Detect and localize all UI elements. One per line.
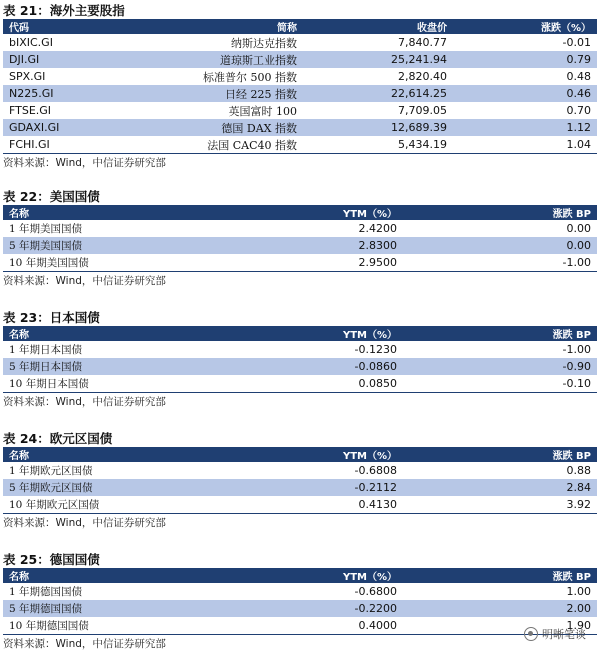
header-ytm: YTM（%）: [203, 568, 403, 583]
cell-change-bp: 1.90: [566, 619, 591, 632]
table-25-block: [0, 551, 600, 653]
header-close: 收盘价: [303, 19, 453, 34]
cell-name: 10 年期美国国债: [9, 257, 89, 269]
cell-name: 1 年期美国国债: [9, 223, 83, 235]
table-row: [3, 617, 597, 635]
cell-change-bp: 2.00: [403, 600, 597, 617]
table-row: [3, 34, 597, 51]
cell-close: 22,614.25: [303, 85, 453, 102]
table-header-row: [3, 326, 597, 341]
header-ytm: YTM（%）: [203, 326, 403, 341]
cell-change: 0.70: [566, 104, 591, 117]
table-row: [3, 51, 597, 68]
cell-name: 5 年期欧元区国债: [3, 479, 203, 496]
eurozone-bond-table: [3, 447, 597, 514]
table-title: 表 22：美国国债: [3, 189, 100, 204]
cell-name: 纳斯达克指数: [231, 36, 297, 50]
header-change: 涨跌（%）: [453, 19, 597, 34]
cell-ytm: 2.8300: [203, 237, 403, 254]
source-note: 资料来源：Wind，中信证券研究部: [3, 638, 166, 650]
table-title: 表 21：海外主要股指: [3, 3, 125, 18]
cell-code: DJI.GI: [3, 51, 173, 68]
table-row: [3, 479, 597, 496]
cell-ytm: 2.4200: [358, 222, 397, 235]
table-header-row: [3, 19, 597, 34]
table-row: [3, 358, 597, 375]
header-change-bp: 涨跌 BP: [403, 447, 597, 462]
table-row: [3, 119, 597, 136]
cell-change-bp: 0.00: [566, 222, 591, 235]
table-24-block: [0, 430, 600, 532]
cell-change: -0.01: [562, 36, 591, 49]
cell-change: 1.12: [453, 119, 597, 136]
table-row: [3, 341, 597, 358]
cell-name: 道琼斯工业指数: [173, 51, 303, 68]
cell-close: 7,709.05: [398, 104, 447, 117]
table-header-row: [3, 205, 597, 220]
stock-index-table: [3, 19, 597, 154]
table-header-row: [3, 447, 597, 462]
cell-code: FCHI.GI: [9, 138, 50, 151]
cell-change: 0.46: [453, 85, 597, 102]
cell-ytm: 0.0850: [358, 377, 397, 390]
table-row: [3, 600, 597, 617]
cell-name: 5 年期德国国债: [3, 600, 203, 617]
cell-code: SPX.GI: [9, 70, 46, 83]
cell-ytm: 2.9500: [358, 256, 397, 269]
cell-change-bp: -0.90: [403, 358, 597, 375]
cell-name: 1 年期欧元区国债: [9, 465, 93, 477]
table-title: 表 23：日本国债: [3, 310, 100, 325]
header-change-bp: 涨跌 BP: [403, 568, 597, 583]
germany-bond-table: [3, 568, 597, 635]
cell-ytm: -0.0860: [203, 358, 403, 375]
table-header-row: [3, 568, 597, 583]
cell-ytm: -0.2200: [203, 600, 403, 617]
cell-change: 0.79: [453, 51, 597, 68]
cell-ytm: -0.1230: [354, 343, 397, 356]
header-name: 名称: [3, 326, 203, 341]
cell-change-bp: 1.00: [566, 585, 591, 598]
table-row: [3, 220, 597, 237]
cell-name: 5 年期日本国债: [3, 358, 203, 375]
cell-ytm: 0.4000: [358, 619, 397, 632]
source-note: 资料来源：Wind，中信证券研究部: [3, 157, 166, 169]
table-title: 表 24：欧元区国债: [3, 431, 113, 446]
watermark-text: 明晰笔谈: [542, 628, 586, 641]
wechat-icon: [524, 627, 538, 641]
header-change-bp: 涨跌 BP: [403, 205, 597, 220]
cell-code: GDAXI.GI: [3, 119, 173, 136]
cell-ytm: -0.6808: [354, 464, 397, 477]
table-23-block: [0, 309, 600, 411]
cell-change-bp: -0.10: [562, 377, 591, 390]
table-row: [3, 496, 597, 514]
cell-change-bp: 0.00: [403, 237, 597, 254]
cell-name: 5 年期美国国债: [3, 237, 203, 254]
cell-change: 0.48: [566, 70, 591, 83]
japan-bond-table: [3, 326, 597, 393]
cell-name: 10 年期德国国债: [9, 620, 89, 632]
header-code: 代码: [3, 19, 173, 34]
table-row: [3, 462, 597, 479]
header-name: 名称: [3, 447, 203, 462]
source-note: 资料来源：Wind，中信证券研究部: [3, 396, 166, 408]
header-ytm: YTM（%）: [203, 447, 403, 462]
table-title: 表 25：德国国债: [3, 552, 100, 567]
table-row: [3, 375, 597, 393]
table-21-block: [0, 2, 600, 172]
us-treasury-table: [3, 205, 597, 272]
header-short-name: 简称: [173, 19, 303, 34]
cell-name: 10 年期欧元区国债: [9, 499, 100, 511]
cell-change-bp: 3.92: [566, 498, 591, 511]
cell-change-bp: 0.88: [566, 464, 591, 477]
table-row: [3, 102, 597, 119]
cell-name: 1 年期日本国债: [9, 344, 83, 356]
cell-name: 1 年期德国国债: [9, 586, 83, 598]
cell-ytm: -0.6800: [354, 585, 397, 598]
cell-name: 日经 225 指数: [173, 85, 303, 102]
cell-change: 1.04: [566, 138, 591, 151]
table-22-block: [0, 188, 600, 290]
table-row: [3, 254, 597, 272]
cell-name: 德国 DAX 指数: [173, 119, 303, 136]
table-row: [3, 136, 597, 154]
header-ytm: YTM（%）: [203, 205, 403, 220]
cell-name: 英国富时 100: [228, 104, 297, 118]
cell-close: 25,241.94: [303, 51, 453, 68]
cell-ytm: -0.2112: [203, 479, 403, 496]
cell-close: 7,840.77: [398, 36, 447, 49]
cell-name: 法国 CAC40 指数: [207, 138, 297, 152]
header-change-bp: 涨跌 BP: [403, 326, 597, 341]
cell-change-bp: 2.84: [403, 479, 597, 496]
table-row: [3, 583, 597, 600]
source-note: 资料来源：Wind，中信证券研究部: [3, 517, 166, 529]
cell-name: 标准普尔 500 指数: [203, 70, 297, 84]
cell-close: 12,689.39: [303, 119, 453, 136]
watermark: [524, 626, 586, 642]
cell-change-bp: -1.00: [562, 256, 591, 269]
cell-close: 2,820.40: [398, 70, 447, 83]
cell-code: bIXIC.GI: [9, 36, 53, 49]
cell-close: 5,434.19: [398, 138, 447, 151]
table-row: [3, 237, 597, 254]
cell-code: FTSE.GI: [9, 104, 52, 117]
cell-name: 10 年期日本国债: [9, 378, 89, 390]
header-name: 名称: [3, 568, 203, 583]
table-row: [3, 85, 597, 102]
header-name: 名称: [3, 205, 203, 220]
cell-code: N225.GI: [3, 85, 173, 102]
cell-ytm: 0.4130: [358, 498, 397, 511]
source-note: 资料来源：Wind，中信证券研究部: [3, 275, 166, 287]
cell-change-bp: -1.00: [562, 343, 591, 356]
table-row: [3, 68, 597, 85]
